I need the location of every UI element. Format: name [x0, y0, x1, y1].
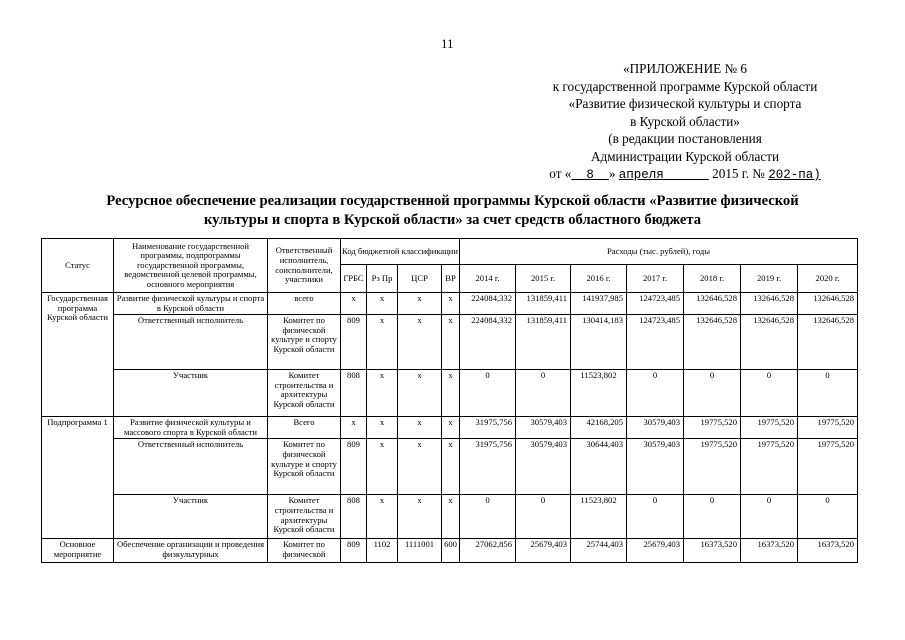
executor-cell: Комитет строительства и архитектуры Курской области — [268, 495, 341, 539]
header-rzpr: Рз Пр — [367, 265, 398, 293]
header-grbs: ГРБС — [341, 265, 367, 293]
value-cell: 30579,403 — [516, 417, 571, 439]
value-cell: 11523,802 — [571, 370, 627, 417]
value-cell: 30579,403 — [627, 439, 684, 495]
resource-table — [41, 238, 858, 563]
executor-cell: Всего — [268, 417, 341, 439]
rzpr-cell: х — [367, 495, 398, 539]
header-year: 2019 г. — [741, 265, 798, 293]
table-row — [42, 495, 858, 539]
csr-cell: х — [398, 417, 442, 439]
value-cell: 16373,520 — [741, 539, 798, 563]
title-line: Ресурсное обеспечение реализации государственной программы Курской области «Развитие физической — [106, 193, 799, 209]
appendix-line: Администрации Курской области — [590, 148, 780, 164]
value-cell: 124723,485 — [627, 315, 684, 370]
appendix-header — [520, 60, 850, 185]
grbs-cell: х — [341, 417, 367, 439]
header-year: 2014 г. — [460, 265, 516, 293]
date-year: 2015 г. № — [712, 166, 765, 181]
header-vr: ВР — [442, 265, 460, 293]
value-cell: 30579,403 — [627, 417, 684, 439]
grbs-cell: 809 — [341, 539, 367, 563]
csr-cell: х — [398, 293, 442, 315]
grbs-cell: 808 — [341, 370, 367, 417]
rzpr-cell: х — [367, 439, 398, 495]
header-executor: Ответственный исполнитель, соисполнители, участники — [268, 239, 341, 293]
page-number: 11 — [441, 36, 454, 51]
name-cell: Ответственный исполнитель — [114, 439, 268, 495]
value-cell: 132646,528 — [684, 293, 741, 315]
header-year: 2016 г. — [571, 265, 627, 293]
name-cell: Участник — [114, 495, 268, 539]
value-cell: 131859,411 — [516, 315, 571, 370]
rzpr-cell: х — [367, 293, 398, 315]
value-cell: 19775,520 — [684, 417, 741, 439]
header-name: Наименование государственной программы, подпрограммы государственной программы, ведомственной целевой программы, основного мероприятия — [114, 239, 268, 293]
value-cell: 19775,520 — [798, 439, 858, 495]
value-cell: 224084,332 — [460, 293, 516, 315]
value-cell: 25744,403 — [571, 539, 627, 563]
grbs-cell: 809 — [341, 315, 367, 370]
value-cell: 16373,520 — [684, 539, 741, 563]
appendix-line: «Развитие физической культуры и спорта — [568, 96, 802, 111]
appendix-line: «ПРИЛОЖЕНИЕ № 6 — [623, 61, 747, 76]
date-number: 202-па) — [768, 168, 821, 182]
executor-cell: Комитет по физической — [268, 539, 341, 563]
value-cell: 132646,528 — [741, 293, 798, 315]
table-row — [42, 315, 858, 370]
value-cell: 30644,403 — [571, 439, 627, 495]
table-row — [42, 417, 858, 439]
header-expenses: Расходы (тыс. рублей), годы — [460, 239, 858, 265]
value-cell: 19775,520 — [741, 439, 798, 495]
value-cell: 42168,205 — [571, 417, 627, 439]
value-cell: 0 — [741, 495, 798, 539]
value-cell: 0 — [798, 370, 858, 417]
csr-cell: 1111001 — [398, 539, 442, 563]
value-cell: 132646,528 — [741, 315, 798, 370]
vr-cell: х — [442, 417, 460, 439]
value-cell: 30579,403 — [516, 439, 571, 495]
value-cell: 19775,520 — [741, 417, 798, 439]
value-cell: 130414,183 — [571, 315, 627, 370]
value-cell: 0 — [627, 370, 684, 417]
name-cell: Участник — [114, 370, 268, 417]
appendix-line: (в редакции постановления — [608, 131, 762, 146]
header-status: Статус — [42, 239, 114, 293]
value-cell: 0 — [460, 495, 516, 539]
grbs-cell: х — [341, 293, 367, 315]
value-cell: 132646,528 — [798, 293, 858, 315]
vr-cell: х — [442, 315, 460, 370]
value-cell: 19775,520 — [684, 439, 741, 495]
rzpr-cell: х — [367, 417, 398, 439]
vr-cell: х — [442, 495, 460, 539]
header-year: 2017 г. — [627, 265, 684, 293]
appendix-line: в Курской области» — [630, 113, 740, 129]
name-cell: Развитие физической культуры и массового спорта в Курской области — [114, 417, 268, 439]
table-row — [42, 370, 858, 417]
value-cell: 25679,403 — [627, 539, 684, 563]
vr-cell: х — [442, 370, 460, 417]
header-year: 2020 г. — [798, 265, 858, 293]
value-cell: 132646,528 — [798, 315, 858, 370]
header-budget-code: Код бюджетной классификации — [341, 239, 460, 265]
value-cell: 16373,520 — [798, 539, 858, 563]
rzpr-cell: х — [367, 370, 398, 417]
csr-cell: х — [398, 439, 442, 495]
header-year: 2015 г. — [516, 265, 571, 293]
value-cell: 124723,485 — [627, 293, 684, 315]
grbs-cell: 808 — [341, 495, 367, 539]
vr-cell: х — [442, 293, 460, 315]
executor-cell: Комитет строительства и архитектуры Курской области — [268, 370, 341, 417]
table-row — [42, 293, 858, 315]
value-cell: 19775,520 — [798, 417, 858, 439]
header-row — [42, 239, 858, 265]
value-cell: 0 — [460, 370, 516, 417]
value-cell: 31975,756 — [460, 439, 516, 495]
value-cell: 31975,756 — [460, 417, 516, 439]
status-cell: Основное мероприятие — [42, 539, 114, 563]
rzpr-cell: 1102 — [367, 539, 398, 563]
status-cell: Подпрограмма 1 — [42, 417, 114, 539]
name-cell: Обеспечение организации и проведения физкультурных — [114, 539, 268, 563]
csr-cell: х — [398, 495, 442, 539]
table-row — [42, 439, 858, 495]
date-month: апреля — [618, 168, 664, 182]
executor-cell: Комитет по физической культуре и спорту Курской области — [268, 315, 341, 370]
value-cell: 0 — [684, 495, 741, 539]
value-cell: 224084,332 — [460, 315, 516, 370]
status-cell: Государственная программа Курской области — [42, 293, 114, 417]
csr-cell: х — [398, 315, 442, 370]
executor-cell: всего — [268, 293, 341, 315]
value-cell: 0 — [684, 370, 741, 417]
appendix-line: к государственной программе Курской области — [552, 78, 818, 94]
name-cell: Развитие физической культуры и спорта в Курской области — [114, 293, 268, 315]
value-cell: 131859,411 — [516, 293, 571, 315]
vr-cell: 600 — [442, 539, 460, 563]
table-row — [42, 539, 858, 563]
value-cell: 0 — [516, 370, 571, 417]
name-cell: Ответственный исполнитель — [114, 315, 268, 370]
csr-cell: х — [398, 370, 442, 417]
title-line: культуры и спорта в Курской области» за счет средств областного бюджета — [203, 212, 702, 228]
document-title — [60, 192, 845, 230]
vr-cell: х — [442, 439, 460, 495]
date-prefix: от « — [549, 166, 572, 181]
value-cell: 141937,985 — [571, 293, 627, 315]
date-day: 8 — [586, 168, 594, 182]
appendix-date-line — [520, 165, 850, 185]
date-mid: » — [608, 166, 616, 181]
header-year: 2018 г. — [684, 265, 741, 293]
header-csr: ЦСР — [398, 265, 442, 293]
value-cell: 11523,802 — [571, 495, 627, 539]
rzpr-cell: х — [367, 315, 398, 370]
value-cell: 0 — [798, 495, 858, 539]
value-cell: 132646,528 — [684, 315, 741, 370]
value-cell: 0 — [516, 495, 571, 539]
grbs-cell: 809 — [341, 439, 367, 495]
value-cell: 25679,403 — [516, 539, 571, 563]
value-cell: 0 — [741, 370, 798, 417]
value-cell: 0 — [627, 495, 684, 539]
value-cell: 27062,856 — [460, 539, 516, 563]
executor-cell: Комитет по физической культуре и спорту Курской области — [268, 439, 341, 495]
